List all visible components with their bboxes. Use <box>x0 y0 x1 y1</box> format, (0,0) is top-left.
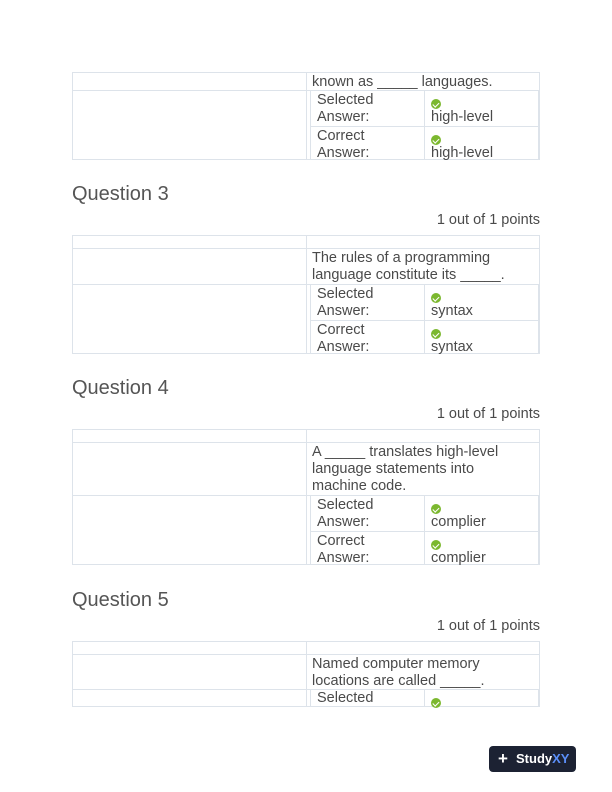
question-text: Named computer memory locations are called _____. <box>312 656 485 689</box>
brand-name <box>516 751 569 767</box>
question-text: A _____ translates high-level language statements into machine code. <box>312 444 499 494</box>
correct-answer-label: Correct Answer: <box>317 128 370 161</box>
selected-answer-row <box>311 496 538 531</box>
selected-answer-label: Selected Answer: <box>317 286 374 319</box>
plus-icon: + <box>498 749 508 768</box>
question-5-table <box>72 641 540 707</box>
points-score: 1 out of 1 points <box>436 406 540 422</box>
answer-box <box>310 284 539 354</box>
row-divider <box>73 442 539 443</box>
check-icon <box>431 540 441 550</box>
column-divider <box>306 430 307 564</box>
question-4-table <box>72 429 540 565</box>
question-2-table <box>72 72 540 160</box>
check-icon <box>431 504 441 514</box>
answer-box <box>310 689 539 707</box>
column-divider <box>306 73 307 159</box>
selected-answer-label: Selected <box>317 690 374 706</box>
brand-suffix: XY <box>552 751 570 766</box>
check-icon <box>431 135 441 145</box>
selected-answer-value: syntax <box>431 303 473 319</box>
correct-answer-row <box>311 320 538 354</box>
row-divider <box>73 248 539 249</box>
check-icon <box>431 293 441 303</box>
selected-answer-label: Selected Answer: <box>317 92 374 125</box>
correct-answer-value: complier <box>431 550 486 566</box>
correct-answer-value: syntax <box>431 339 473 355</box>
check-icon <box>431 99 441 109</box>
question-3-table <box>72 235 540 354</box>
correct-answer-row <box>311 531 538 565</box>
brand-prefix: Study <box>516 751 553 766</box>
column-divider <box>306 642 307 706</box>
question-heading: Question 3 <box>72 183 169 205</box>
answer-box <box>310 495 539 565</box>
selected-answer-value: complier <box>431 514 486 530</box>
correct-answer-row <box>311 126 538 160</box>
question-heading: Question 4 <box>72 377 169 399</box>
selected-answer-label: Selected Answer: <box>317 497 374 530</box>
selected-answer-row <box>311 285 538 320</box>
selected-answer-value: high-level <box>431 109 494 125</box>
points-score: 1 out of 1 points <box>436 212 540 228</box>
row-divider <box>73 654 539 655</box>
column-divider <box>306 236 307 353</box>
check-icon <box>431 329 441 339</box>
answer-box <box>310 90 539 160</box>
studyxy-badge[interactable] <box>489 746 576 772</box>
question-text: known as _____ languages. <box>312 74 493 90</box>
points-score: 1 out of 1 points <box>436 618 540 634</box>
answer-divider <box>424 690 425 706</box>
correct-answer-value: high-level <box>431 145 494 161</box>
question-heading: Question 5 <box>72 589 169 611</box>
question-text: The rules of a programming language constitute its _____. <box>312 250 505 283</box>
correct-answer-label: Correct Answer: <box>317 322 370 355</box>
correct-answer-label: Correct Answer: <box>317 533 370 566</box>
selected-answer-row <box>311 91 538 126</box>
check-icon <box>431 698 441 708</box>
